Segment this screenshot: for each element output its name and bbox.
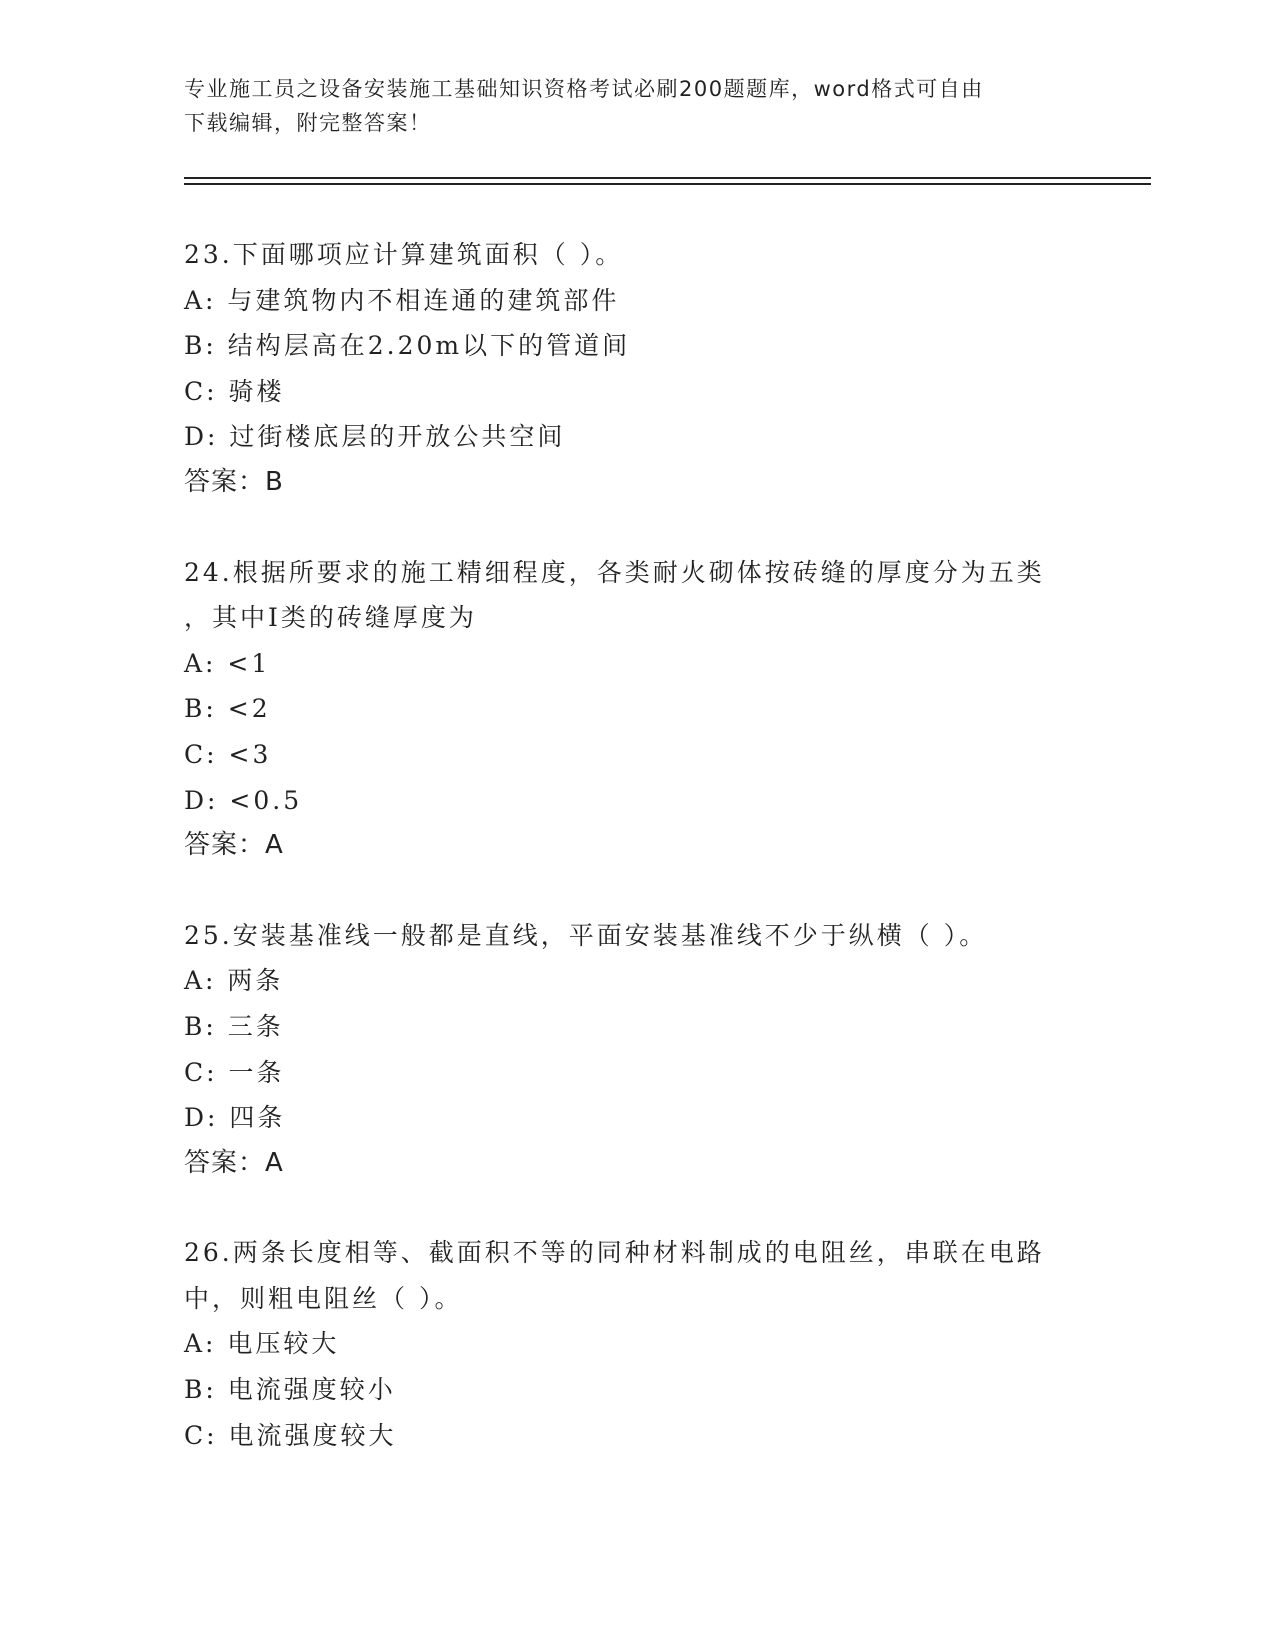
question-stem: 23.下面哪项应计算建筑面积（ ）。 [184, 240, 624, 269]
header-divider-bottom [184, 183, 1151, 185]
option-b: B: 电流强度较小 [184, 1375, 396, 1405]
option-c: C: 一条 [184, 1057, 285, 1087]
question-26 [184, 1230, 1084, 1458]
header-line-2: 下载编辑，附完整答案！ [184, 111, 432, 135]
option-a: A: 两条 [184, 966, 284, 996]
question-24 [184, 550, 1084, 869]
option-c: C: 骑楼 [184, 376, 285, 406]
option-b: B: 结构层高在2.20m以下的管道间 [184, 331, 631, 361]
option-b: B: 三条 [184, 1011, 284, 1041]
question-stem: 26.两条长度相等、截面积不等的同种材料制成的电阻丝，串联在电路 [184, 1238, 1045, 1268]
answer: 答案：A [184, 830, 284, 861]
option-c: C: <3 [184, 739, 272, 769]
question-25 [184, 913, 1084, 1187]
question-list [184, 232, 1084, 1502]
document-header [184, 72, 1084, 140]
option-d: D: <0.5 [184, 785, 303, 815]
option-d: D: 过街楼底层的开放公共空间 [184, 422, 566, 452]
answer: 答案：A [184, 1147, 284, 1178]
question-stem-continued: 中，则粗电阻丝（ ）。 [184, 1283, 463, 1313]
option-a: A: <1 [184, 648, 271, 678]
question-stem-continued: ，其中Ⅰ类的砖缝厚度为 [184, 603, 477, 633]
answer: 答案：B [184, 466, 284, 497]
option-d: D: 四条 [184, 1103, 286, 1133]
question-stem: 24.根据所要求的施工精细程度，各类耐火砌体按砖缝的厚度分为五类 [184, 557, 1045, 587]
option-a: A: 电压较大 [184, 1329, 340, 1359]
header-line-1: 专业施工员之设备安装施工基础知识资格考试必刷200题题库，word格式可自由 [184, 77, 984, 101]
header-divider-top [184, 177, 1151, 179]
question-23 [184, 232, 1084, 506]
option-c: C: 电流强度较大 [184, 1420, 397, 1450]
question-stem: 25.安装基准线一般都是直线，平面安装基准线不少于纵横（ ）。 [184, 920, 988, 950]
option-b: B: <2 [184, 694, 271, 724]
option-a: A: 与建筑物内不相连通的建筑部件 [184, 285, 620, 315]
